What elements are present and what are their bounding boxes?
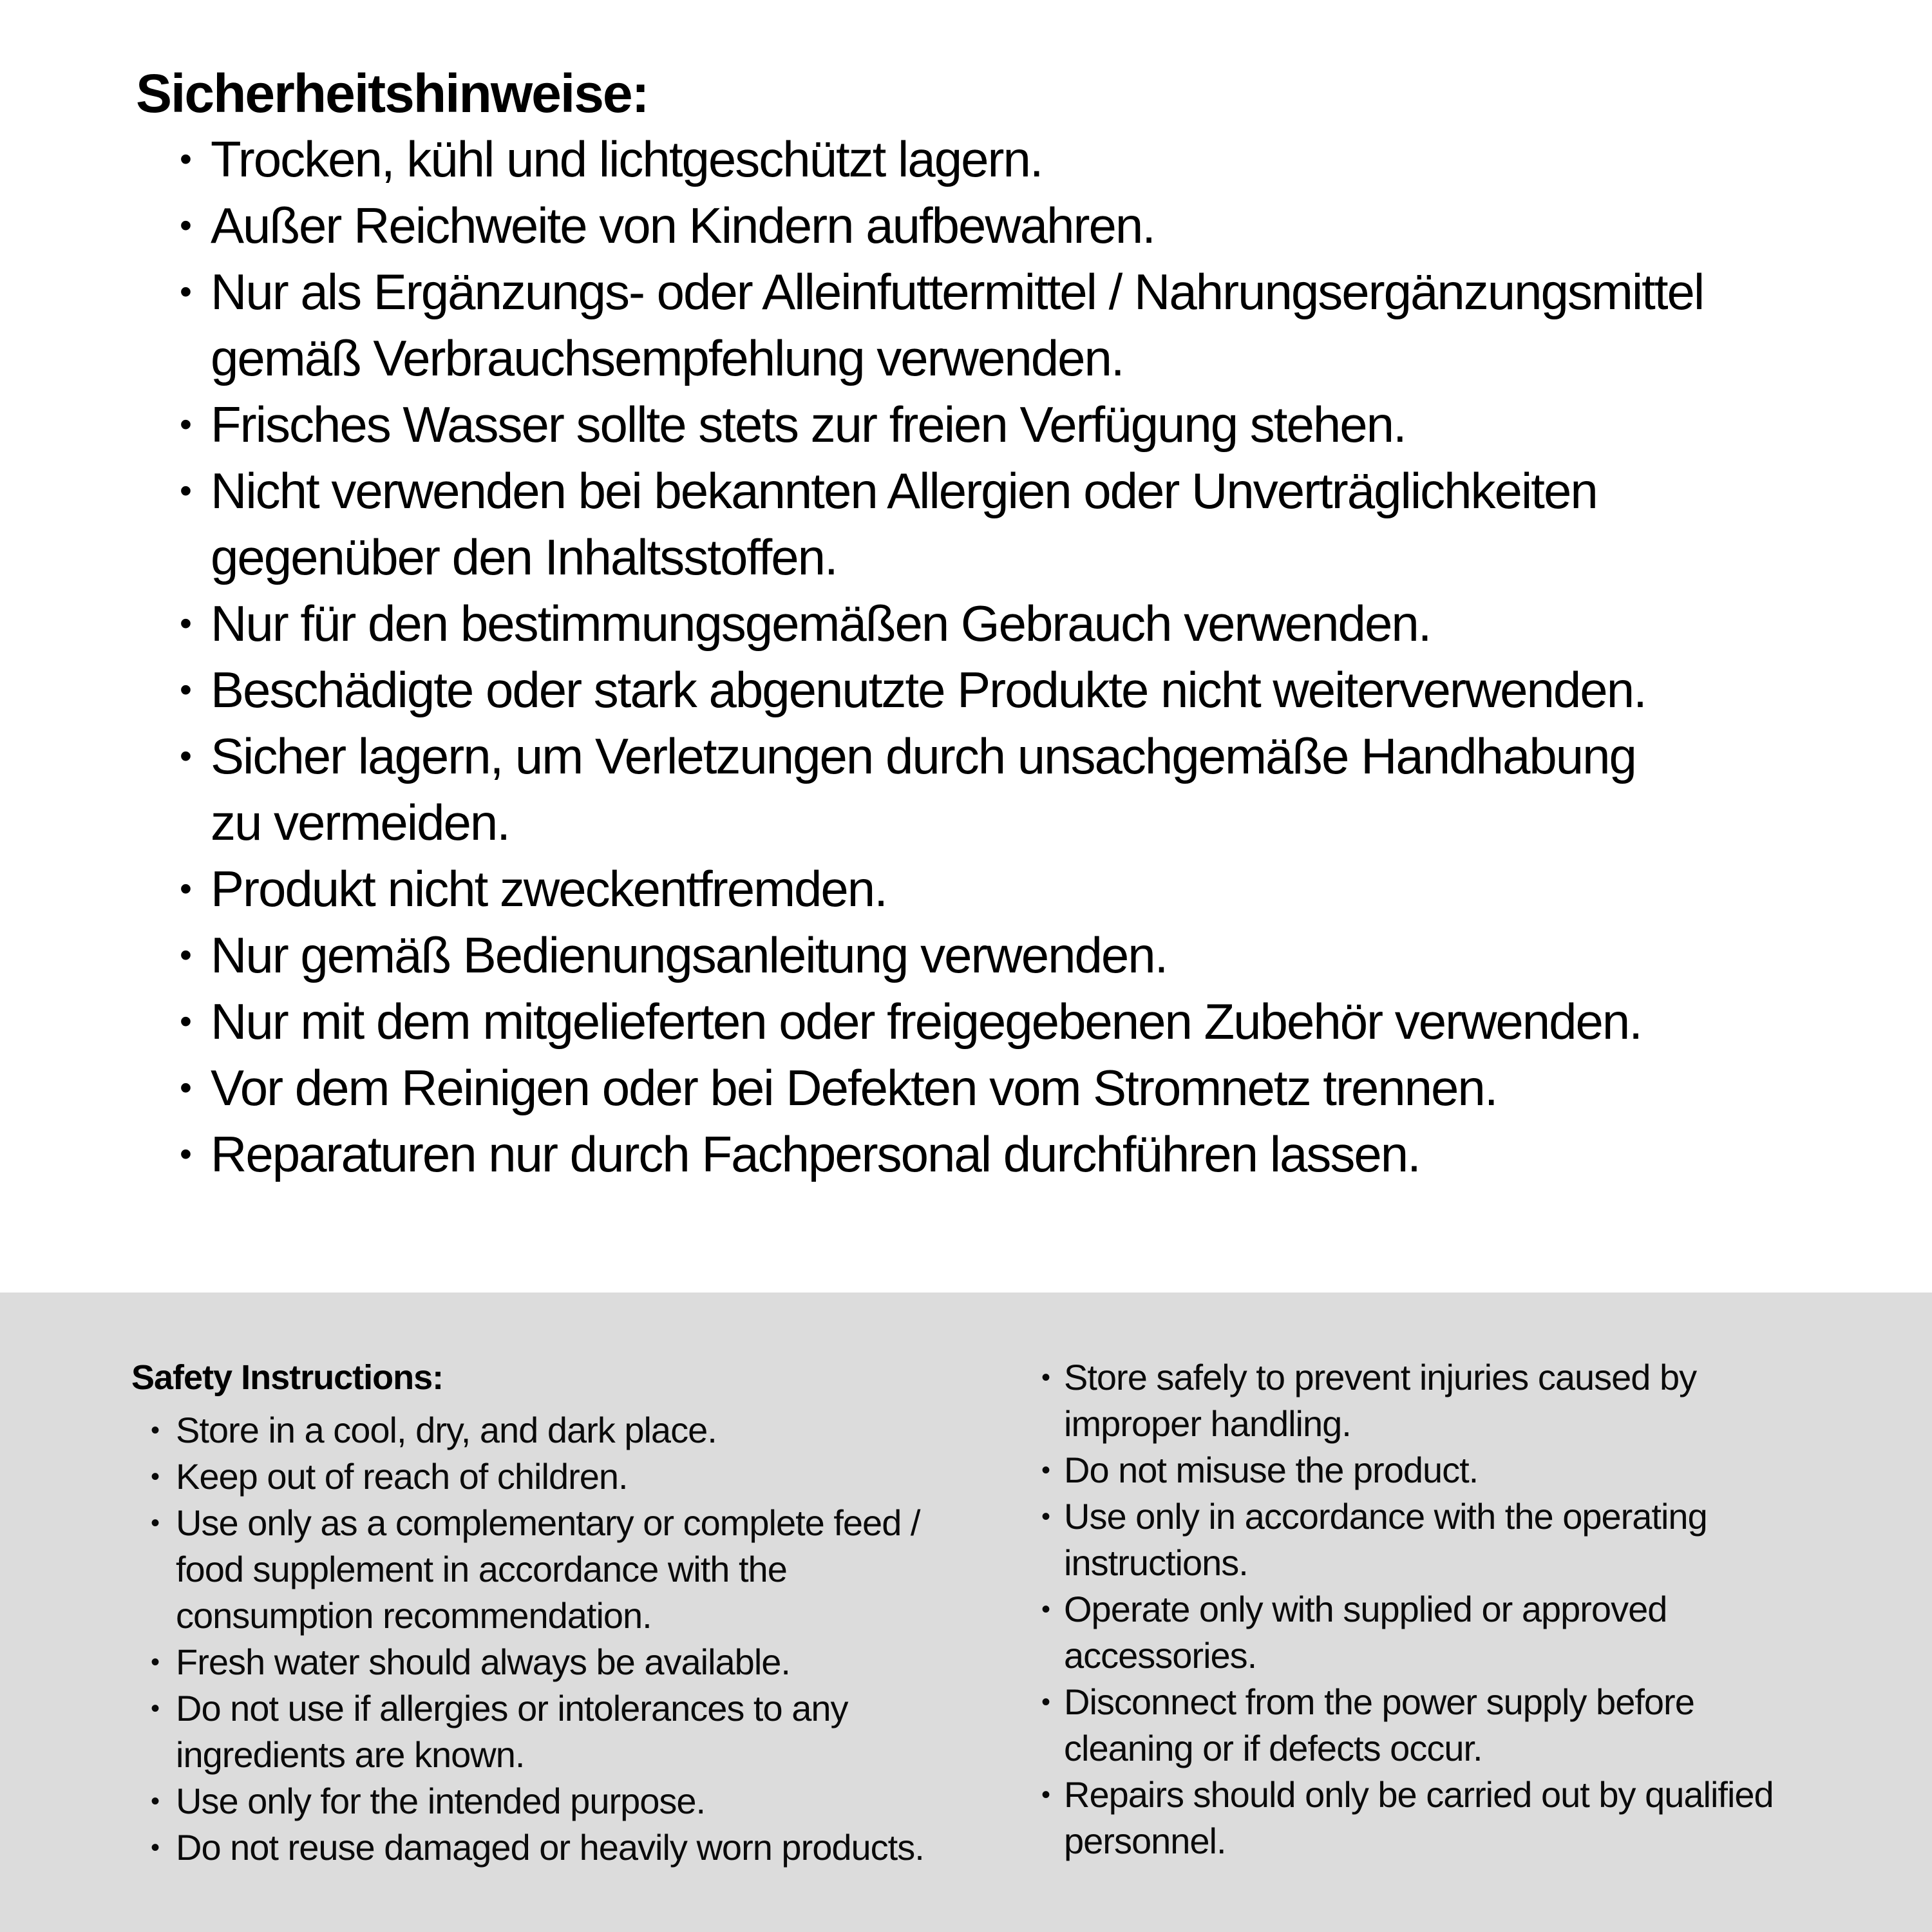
english-right-list xyxy=(1041,1354,1882,1864)
german-instructions-list xyxy=(136,126,1893,1188)
list-item: • Beschädigte oder stark abgenutzte Produkte nicht weiterverwenden. xyxy=(136,657,1893,723)
list-item: • Use only for the intended purpose. xyxy=(131,1778,1020,1824)
list-item: • Operate only with supplied or approved accessories. xyxy=(1041,1586,1882,1679)
list-item: • Do not use if allergies or intolerances to any ingredients are known. xyxy=(131,1685,1020,1778)
list-item: • Nur gemäß Bedienungsanleitung verwenden. xyxy=(136,922,1893,989)
list-item: • Fresh water should always be available. xyxy=(131,1639,1020,1685)
list-item: • Use only in accordance with the operating instructions. xyxy=(1041,1493,1882,1586)
german-heading: Sicherheitshinweise: xyxy=(136,63,649,124)
list-item: • Nicht verwenden bei bekannten Allergien oder Unverträglichkeiten gegenüber den Inhaltsstoffen. xyxy=(136,458,1893,591)
list-item: • Disconnect from the power supply before cleaning or if defects occur. xyxy=(1041,1679,1882,1772)
list-item: • Do not reuse damaged or heavily worn products. xyxy=(131,1824,1020,1871)
list-item: • Außer Reichweite von Kindern aufbewahren. xyxy=(136,193,1893,259)
english-heading: Safety Instructions: xyxy=(131,1358,444,1397)
list-item: • Trocken, kühl und lichtgeschützt lagern. xyxy=(136,126,1893,193)
list-item: • Produkt nicht zweckentfremden. xyxy=(136,856,1893,922)
english-right-column xyxy=(1041,1354,1882,1864)
list-item: • Store in a cool, dry, and dark place. xyxy=(131,1407,1020,1454)
list-item: • Reparaturen nur durch Fachpersonal durchführen lassen. xyxy=(136,1121,1893,1188)
english-section xyxy=(0,1293,1932,1932)
list-item: • Do not misuse the product. xyxy=(1041,1447,1882,1493)
list-item: • Vor dem Reinigen oder bei Defekten vom Stromnetz trennen. xyxy=(136,1055,1893,1121)
english-left-list xyxy=(131,1407,1020,1871)
list-item: • Sicher lagern, um Verletzungen durch unsachgemäße Handhabung zu vermeiden. xyxy=(136,723,1893,856)
list-item: • Nur mit dem mitgelieferten oder freigegebenen Zubehör verwenden. xyxy=(136,989,1893,1055)
list-item: • Store safely to prevent injuries caused by improper handling. xyxy=(1041,1354,1882,1447)
english-left-column xyxy=(131,1354,1020,1871)
list-item: • Nur für den bestimmungsgemäßen Gebrauch verwenden. xyxy=(136,591,1893,657)
list-item: • Use only as a complementary or complete feed / food supplement in accordance with the consumption recommendation. xyxy=(131,1500,1020,1639)
list-item: • Frisches Wasser sollte stets zur freien Verfügung stehen. xyxy=(136,392,1893,458)
list-item: • Repairs should only be carried out by qualified personnel. xyxy=(1041,1772,1882,1864)
list-item: • Nur als Ergänzungs- oder Alleinfuttermittel / Nahrungsergänzungsmittel gemäß Verbrauchsempfehlung verwenden. xyxy=(136,259,1893,392)
list-item: • Keep out of reach of children. xyxy=(131,1454,1020,1500)
